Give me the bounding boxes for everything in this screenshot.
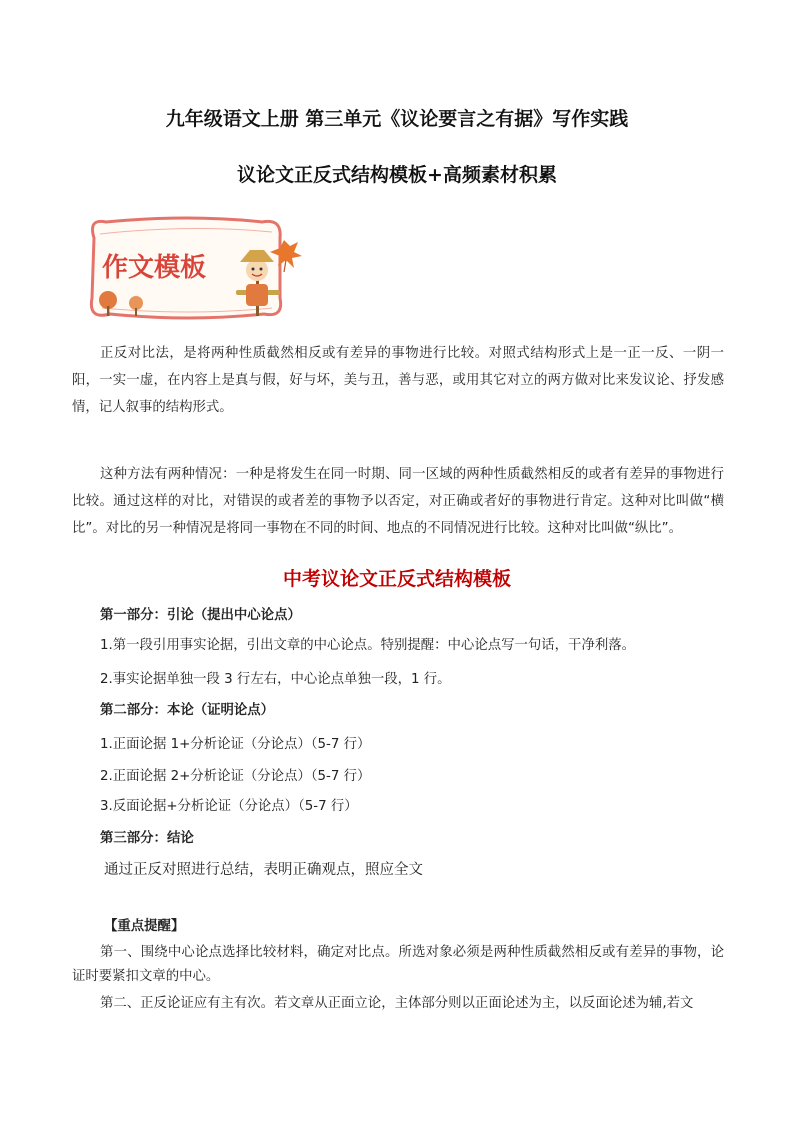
template-heading: 中考议论文正反式结构模板 <box>282 568 511 590</box>
list-item: 2.事实论据单独一段 3 行左右，中心论点单独一段，1 行。 <box>100 672 451 687</box>
note-paragraph-2: 第二、正反论证应有主有次。若文章从正面立论，主体部分则以正面论述为主，以反面论述为辅,若文 <box>100 996 694 1011</box>
conclusion-text: 通过正反对照进行总结，表明正确观点，照应全文 <box>104 862 423 878</box>
list-item: 2.正面论据 2+分析论证（分论点）（5-7 行） <box>100 769 371 784</box>
intro-paragraph-1: 正反对比法，是将两种性质截然相反或有差异的事物进行比较。对照式结构形式上是一正一反、一阴一阳，一实一虚，在内容上是真与假，好与坏，美与丑，善与恶，或用其它对立的两方做对比来发议论、抒发感情，记人叙事的结构形式。 <box>72 346 724 415</box>
list-item: 1.第一段引用事实论据，引出文章的中心论点。特别提醒：中心论点写一句话，干净利落。 <box>100 638 636 653</box>
part3-label: 第三部分：结论 <box>100 831 194 846</box>
document-title: 九年级语文上册 第三单元《议论要言之有据》写作实践 <box>165 108 629 130</box>
banner-label: 作文模板 <box>102 253 207 283</box>
part1-label: 第一部分：引论（提出中心论点） <box>100 608 301 623</box>
list-item: 1.正面论据 1+分析论证（分论点）（5-7 行） <box>100 737 371 752</box>
list-item: 3.反面论据+分析论证（分论点）（5-7 行） <box>100 799 358 814</box>
notes-heading: 【重点提醒】 <box>104 919 185 934</box>
intro-paragraph-2: 这种方法有两种情况：一种是将发生在同一时期、同一区域的两种性质截然相反的或者有差异的事物进行比较。通过这样的对比，对错误的或者差的事物予以否定，对正确或者好的事物进行肯定。这种对比叫做“横比”。对比的另一种情况是将同一事物在不同的时间、地点的不同情况进行比较。这种对比叫做“纵比”。 <box>72 467 724 536</box>
note-paragraph-1: 第一、围绕中心论点选择比较材料，确定对比点。所选对象必须是两种性质截然相反或有差异的事物，论证时要紧扣文章的中心。 <box>72 945 724 984</box>
document-subtitle: 议论文正反式结构模板+高频素材积累 <box>237 164 557 186</box>
composition-template-banner <box>72 210 304 326</box>
part2-label: 第二部分：本论（证明论点） <box>100 703 275 718</box>
